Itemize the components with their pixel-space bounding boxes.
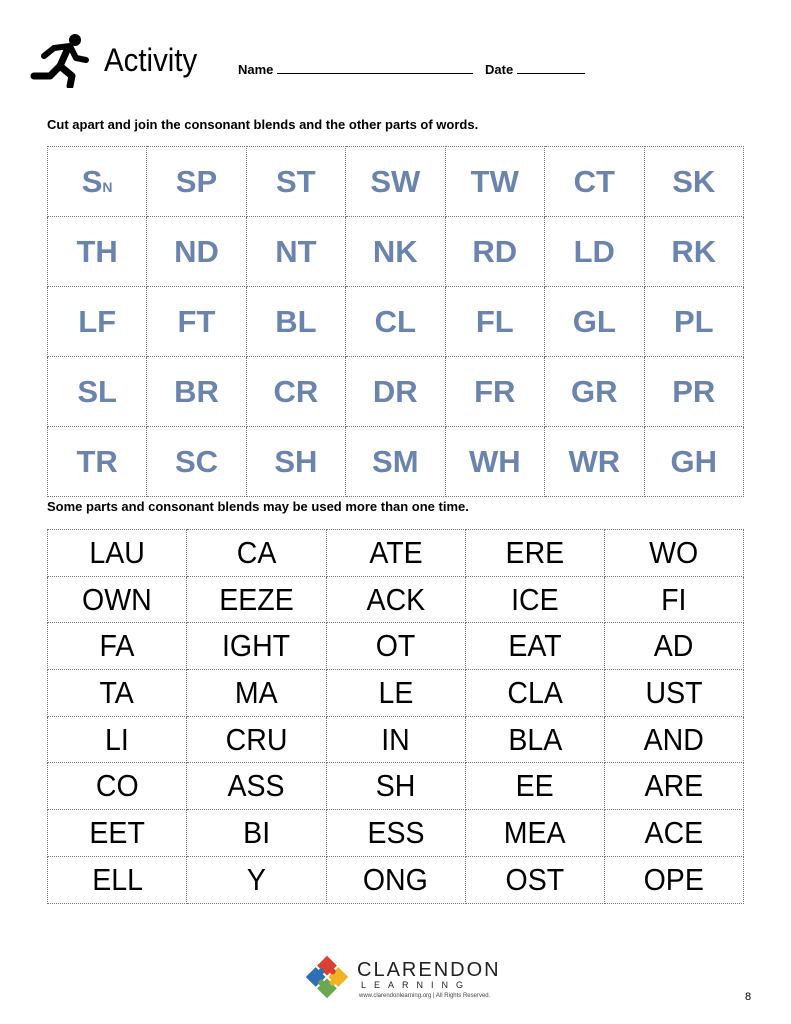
word-parts-table bbox=[47, 529, 744, 904]
word-part-cell[interactable]: TA bbox=[48, 670, 187, 717]
table-row bbox=[48, 623, 744, 670]
table-row bbox=[48, 357, 744, 427]
page-number: 8 bbox=[745, 991, 752, 1003]
footer bbox=[303, 953, 503, 1003]
word-part-cell[interactable]: OST bbox=[465, 856, 604, 903]
blend-cell[interactable]: SL bbox=[48, 357, 147, 427]
blend-cell[interactable]: WR bbox=[545, 427, 645, 497]
blend-cell[interactable]: LD bbox=[545, 217, 645, 287]
word-part-cell[interactable]: MEA bbox=[465, 810, 604, 857]
blends-table bbox=[47, 146, 744, 497]
blend-cell[interactable]: CL bbox=[346, 287, 445, 357]
word-part-cell[interactable]: SH bbox=[326, 763, 465, 810]
blend-cell[interactable]: BL bbox=[246, 287, 345, 357]
blend-cell[interactable]: SP bbox=[147, 147, 246, 217]
word-part-cell[interactable]: ASS bbox=[187, 763, 326, 810]
blend-cell[interactable]: NK bbox=[346, 217, 445, 287]
name-label: Name bbox=[238, 62, 274, 77]
blend-cell[interactable]: DR bbox=[346, 357, 445, 427]
blend-cell[interactable]: ND bbox=[147, 217, 246, 287]
word-part-cell[interactable]: CA bbox=[187, 530, 326, 577]
blend-cell[interactable]: SN bbox=[48, 147, 147, 217]
word-part-cell[interactable]: CLA bbox=[465, 670, 604, 717]
word-part-cell[interactable]: WO bbox=[604, 530, 743, 577]
word-part-cell[interactable]: ELL bbox=[48, 856, 187, 903]
date-blank[interactable] bbox=[517, 63, 585, 74]
word-part-cell[interactable]: CO bbox=[48, 763, 187, 810]
blend-cell[interactable]: FL bbox=[445, 287, 545, 357]
word-part-cell[interactable]: FI bbox=[604, 576, 743, 623]
blend-cell[interactable]: FR bbox=[445, 357, 545, 427]
word-part-cell[interactable]: MA bbox=[187, 670, 326, 717]
blend-cell[interactable]: LF bbox=[48, 287, 147, 357]
blend-cell[interactable]: SM bbox=[346, 427, 445, 497]
table-row bbox=[48, 287, 744, 357]
word-part-cell[interactable]: LI bbox=[48, 716, 187, 763]
table-row bbox=[48, 427, 744, 497]
blend-cell[interactable]: NT bbox=[246, 217, 345, 287]
word-part-cell[interactable]: ICE bbox=[465, 576, 604, 623]
word-part-cell[interactable]: EEZE bbox=[187, 576, 326, 623]
table-row bbox=[48, 763, 744, 810]
blend-cell[interactable]: GR bbox=[545, 357, 645, 427]
blend-cell[interactable]: RK bbox=[644, 217, 743, 287]
table-row bbox=[48, 147, 744, 217]
blend-cell[interactable]: ST bbox=[246, 147, 345, 217]
word-part-cell[interactable]: OWN bbox=[48, 576, 187, 623]
table-row bbox=[48, 576, 744, 623]
name-date-line bbox=[238, 62, 593, 77]
word-part-cell[interactable]: FA bbox=[48, 623, 187, 670]
word-part-cell[interactable]: ATE bbox=[326, 530, 465, 577]
blend-cell[interactable]: BR bbox=[147, 357, 246, 427]
blend-cell[interactable]: TR bbox=[48, 427, 147, 497]
table-row bbox=[48, 670, 744, 717]
blend-cell[interactable]: SC bbox=[147, 427, 246, 497]
word-part-cell[interactable]: BLA bbox=[465, 716, 604, 763]
blend-cell[interactable]: GH bbox=[644, 427, 743, 497]
table-row bbox=[48, 217, 744, 287]
word-part-cell[interactable]: IGHT bbox=[187, 623, 326, 670]
blend-subscript: N bbox=[102, 178, 113, 195]
blend-cell[interactable]: CT bbox=[545, 147, 645, 217]
word-part-cell[interactable]: LE bbox=[326, 670, 465, 717]
word-part-cell[interactable]: ACK bbox=[326, 576, 465, 623]
word-part-cell[interactable]: AD bbox=[604, 623, 743, 670]
word-part-cell[interactable]: EE bbox=[465, 763, 604, 810]
word-part-cell[interactable]: ESS bbox=[326, 810, 465, 857]
instruction-1: Cut apart and join the consonant blends and the other parts of words. bbox=[47, 117, 479, 132]
blend-cell[interactable]: WH bbox=[445, 427, 545, 497]
name-blank[interactable] bbox=[277, 63, 473, 74]
date-label: Date bbox=[485, 62, 514, 77]
brand-name: CLARENDON bbox=[357, 959, 501, 981]
word-part-cell[interactable]: OT bbox=[326, 623, 465, 670]
word-part-cell[interactable]: IN bbox=[326, 716, 465, 763]
blend-cell[interactable]: SK bbox=[644, 147, 743, 217]
word-part-cell[interactable]: ACE bbox=[604, 810, 743, 857]
blend-cell[interactable]: SW bbox=[346, 147, 445, 217]
word-part-cell[interactable]: BI bbox=[187, 810, 326, 857]
table-row bbox=[48, 716, 744, 763]
word-part-cell[interactable]: ONG bbox=[326, 856, 465, 903]
blend-cell[interactable]: SH bbox=[246, 427, 345, 497]
word-part-cell[interactable]: AND bbox=[604, 716, 743, 763]
brand-url: www.clarendonlearning.org | All Rights Reserved. bbox=[359, 993, 491, 999]
word-part-cell[interactable]: EET bbox=[48, 810, 187, 857]
word-part-cell[interactable]: OPE bbox=[604, 856, 743, 903]
word-part-cell[interactable]: CRU bbox=[187, 716, 326, 763]
table-row bbox=[48, 856, 744, 903]
puzzle-logo-icon bbox=[303, 953, 351, 1001]
blend-cell[interactable]: TH bbox=[48, 217, 147, 287]
blend-cell[interactable]: CR bbox=[246, 357, 345, 427]
word-part-cell[interactable]: LAU bbox=[48, 530, 187, 577]
word-part-cell[interactable]: UST bbox=[604, 670, 743, 717]
blend-cell[interactable]: PR bbox=[644, 357, 743, 427]
word-part-cell[interactable]: ERE bbox=[465, 530, 604, 577]
blend-cell[interactable]: FT bbox=[147, 287, 246, 357]
runner-icon bbox=[30, 32, 94, 88]
word-part-cell[interactable]: EAT bbox=[465, 623, 604, 670]
brand-subtitle: LEARNING bbox=[361, 980, 472, 990]
blend-cell[interactable]: TW bbox=[445, 147, 545, 217]
instruction-2: Some parts and consonant blends may be used more than one time. bbox=[47, 499, 469, 514]
blend-cell[interactable]: RD bbox=[445, 217, 545, 287]
blend-cell[interactable]: PL bbox=[644, 287, 743, 357]
table-row bbox=[48, 810, 744, 857]
page-title: Activity bbox=[104, 42, 198, 78]
word-part-cell[interactable]: ARE bbox=[604, 763, 743, 810]
header bbox=[30, 30, 770, 90]
word-part-cell[interactable]: Y bbox=[187, 856, 326, 903]
blend-cell[interactable]: GL bbox=[545, 287, 645, 357]
table-row bbox=[48, 530, 744, 577]
